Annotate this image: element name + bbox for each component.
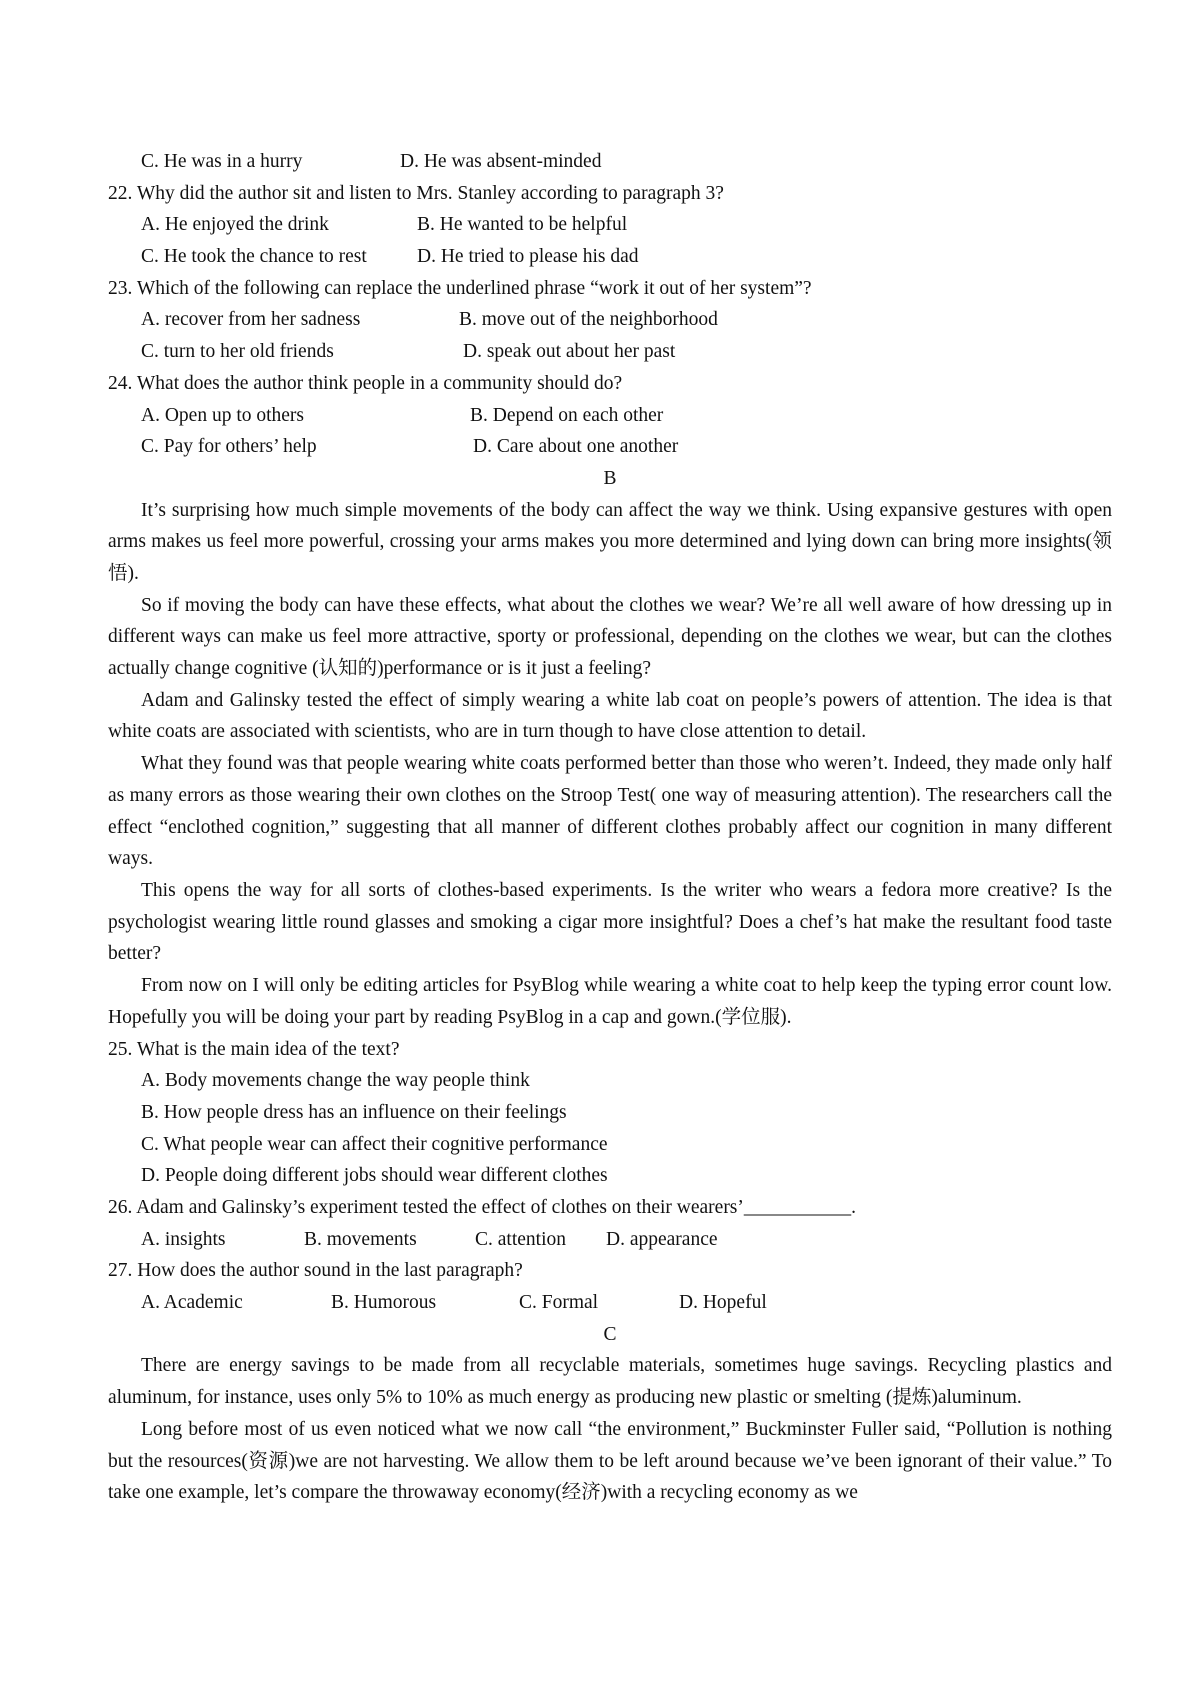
- section-c-paragraph-1: There are energy savings to be made from all recyclable materials, sometimes huge savings. Recycling plastics and aluminum, for instance, uses only 5% to 10% as much energy as producing new plastic or smelting (提炼)aluminum.: [108, 1355, 1112, 1409]
- q27-option-a: A. Academic: [141, 1292, 243, 1314]
- q24-option-a: A. Open up to others: [141, 404, 305, 426]
- q21-option-d: D. He was absent-minded: [400, 151, 602, 172]
- q24-option-d: D. Care about one another: [473, 436, 679, 458]
- q22-option-a: A. He enjoyed the drink: [141, 214, 329, 236]
- section-b-paragraph-5: This opens the way for all sorts of clothes-based experiments. Is the writer who wears a fedora more creative? Is the psychologist wearing little round glasses and smoking a cigar more insightful? Does a chef’s hat make the resultant food taste better?: [108, 880, 1112, 965]
- q22-option-c: C. He took the chance to rest: [141, 246, 367, 268]
- q26-option-b: B. movements: [304, 1228, 417, 1250]
- q27-stem: 27. How does the author sound in the last paragraph?: [108, 1260, 523, 1282]
- q23-option-c: C. turn to her old friends: [141, 341, 334, 363]
- q26-option-a: A. insights: [141, 1228, 226, 1250]
- q23-stem: 23. Which of the following can replace the underlined phrase “work it out of her system”?: [108, 277, 812, 299]
- q25-option-a: A. Body movements change the way people think: [141, 1070, 530, 1092]
- section-b-paragraph-1: It’s surprising how much simple movements of the body can affect the way we think. Using expansive gestures with open arms makes us feel more powerful, crossing your arms makes you more determined and lying down can bring more insights(领悟).: [108, 499, 1112, 584]
- q27-option-d: D. Hopeful: [679, 1292, 767, 1314]
- section-b-paragraph-3: Adam and Galinsky tested the effect of simply wearing a white lab coat on people’s powers of attention. The idea is that white coats are associated with scientists, who are in turn though to have close attention to detail.: [108, 689, 1112, 743]
- q26-option-c: C. attention: [475, 1228, 566, 1250]
- q24-option-c: C. Pay for others’ help: [141, 436, 317, 458]
- q22-option-b: B. He wanted to be helpful: [417, 214, 628, 236]
- q26-options-row: [108, 1224, 1112, 1256]
- q23-option-b: B. move out of the neighborhood: [459, 309, 718, 331]
- q25-option-d: D. People doing different jobs should wear different clothes: [141, 1165, 608, 1187]
- section-c-paragraph-2: Long before most of us even noticed what we now call “the environment,” Buckminster Fuller said, “Pollution is nothing but the resources(资源)we are not harvesting. We allow them to be left around because we’ve been ignorant of their value.” To take one example, let’s compare the throwaway economy(经济)with a recycling economy as we: [108, 1418, 1112, 1504]
- section-c-heading: C: [603, 1323, 617, 1345]
- q24-options-row-1: [108, 400, 1112, 432]
- q22-options-row-2: [108, 241, 1112, 273]
- q24-options-row-2: [108, 431, 1112, 463]
- q27-option-c: C. Formal: [519, 1292, 599, 1314]
- q22-option-d: D. He tried to please his dad: [417, 246, 639, 268]
- q23-options-row-2: [108, 336, 1112, 368]
- q23-options-row-1: [108, 304, 1112, 336]
- q22-options-row-1: [108, 209, 1112, 241]
- section-b-paragraph-2: So if moving the body can have these effects, what about the clothes we wear? We’re all well aware of how dressing up in different ways can make us feel more attractive, sporty or professional, depending on the clothes we wear, but can the clothes actually change cognitive (认知的)performance or is it just a feeling?: [108, 594, 1112, 680]
- q22-stem: 22. Why did the author sit and listen to Mrs. Stanley according to paragraph 3?: [108, 182, 724, 204]
- q27-options-row: [108, 1287, 1112, 1319]
- q25-option-b: B. How people dress has an influence on their feelings: [141, 1101, 567, 1123]
- q23-option-a: A. recover from her sadness: [141, 309, 361, 331]
- q26-option-d: D. appearance: [606, 1228, 718, 1250]
- q25-option-c: C. What people wear can affect their cognitive performance: [141, 1133, 608, 1155]
- q21-options-row-2: [108, 146, 1112, 178]
- q24-stem: 24. What does the author think people in a community should do?: [108, 372, 623, 394]
- q23-option-d: D. speak out about her past: [463, 341, 676, 363]
- q25-stem: 25. What is the main idea of the text?: [108, 1038, 400, 1060]
- q26-stem: 26. Adam and Galinsky’s experiment tested the effect of clothes on their wearers’___________.: [108, 1196, 857, 1218]
- q27-option-b: B. Humorous: [331, 1292, 437, 1314]
- q24-option-b: B. Depend on each other: [470, 404, 664, 426]
- section-b-paragraph-4: What they found was that people wearing white coats performed better than those who weren’t. Indeed, they made only half as many errors as those wearing their own clothes on the Stroop Test( one way of measuring attention). The researchers call the effect “enclothed cognition,” suggesting that all manner of different clothes probably affect our cognition in many different ways.: [108, 753, 1112, 870]
- exam-page: [108, 146, 1112, 1509]
- q21-option-c: C. He was in a hurry: [141, 151, 303, 172]
- section-b-heading: B: [603, 467, 617, 489]
- section-b-paragraph-6: From now on I will only be editing articles for PsyBlog while wearing a white coat to help keep the typing error count low. Hopefully you will be doing your part by reading PsyBlog in a cap and gown.(学位服).: [108, 975, 1112, 1028]
